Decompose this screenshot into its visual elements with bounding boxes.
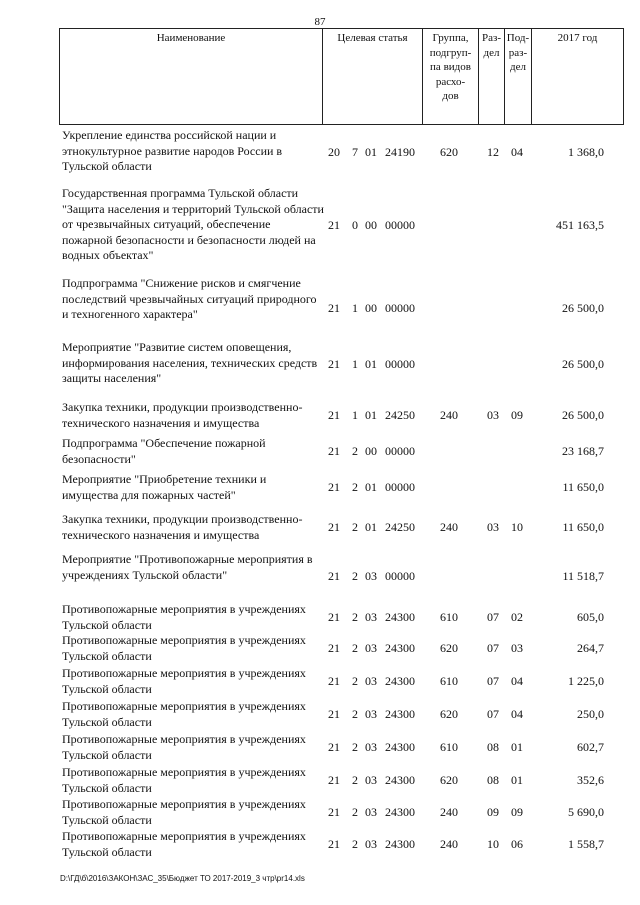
section-code: 03 (487, 408, 499, 422)
row-name: Противопожарные мероприятия в учреждениях Тульской области (62, 765, 306, 795)
target-code-1: 21 (328, 569, 340, 583)
target-code-2: 1 (352, 301, 358, 315)
row-name: Противопожарные мероприятия в учреждениях Тульской области (62, 666, 306, 696)
target-code-3: 03 (365, 837, 377, 851)
target-code-2: 2 (352, 444, 358, 458)
header-year: 2017 год (532, 29, 624, 124)
target-code-4: 00000 (385, 444, 415, 458)
subsection-code: 06 (511, 837, 523, 851)
group-code: 240 (440, 408, 458, 422)
target-code-3: 03 (365, 707, 377, 721)
target-code-2: 2 (352, 674, 358, 688)
target-code-3: 00 (365, 301, 377, 315)
amount-2017: 11 650,0 (562, 520, 604, 534)
table-header (59, 28, 624, 125)
section-code: 08 (487, 740, 499, 754)
target-code-4: 24250 (385, 408, 415, 422)
amount-2017: 264,7 (577, 641, 604, 655)
section-code: 03 (487, 520, 499, 534)
subsection-code: 03 (511, 641, 523, 655)
group-code: 620 (440, 707, 458, 721)
section-code: 07 (487, 641, 499, 655)
target-code-2: 2 (352, 837, 358, 851)
target-code-4: 24300 (385, 805, 415, 819)
group-code: 240 (440, 805, 458, 819)
group-code: 620 (440, 773, 458, 787)
target-code-1: 21 (328, 408, 340, 422)
row-name: Закупка техники, продукции производственно-технического назначения и имущества (62, 400, 303, 430)
target-code-1: 21 (328, 610, 340, 624)
target-code-2: 2 (352, 740, 358, 754)
target-code-2: 0 (352, 218, 358, 232)
target-code-1: 21 (328, 444, 340, 458)
target-code-3: 00 (365, 218, 377, 232)
target-code-1: 21 (328, 805, 340, 819)
header-name: Наименование (60, 29, 323, 124)
amount-2017: 1 558,7 (568, 837, 604, 851)
target-code-4: 00000 (385, 569, 415, 583)
group-code: 240 (440, 520, 458, 534)
target-code-1: 21 (328, 520, 340, 534)
target-code-4: 24300 (385, 707, 415, 721)
amount-2017: 250,0 (577, 707, 604, 721)
target-code-4: 24300 (385, 674, 415, 688)
row-name: Закупка техники, продукции производственно-технического назначения и имущества (62, 512, 303, 542)
target-code-4: 00000 (385, 480, 415, 494)
section-code: 08 (487, 773, 499, 787)
section-code: 07 (487, 610, 499, 624)
group-code: 240 (440, 837, 458, 851)
target-code-2: 1 (352, 357, 358, 371)
amount-2017: 23 168,7 (562, 444, 604, 458)
subsection-code: 01 (511, 740, 523, 754)
subsection-code: 02 (511, 610, 523, 624)
target-code-1: 21 (328, 357, 340, 371)
target-code-4: 00000 (385, 357, 415, 371)
target-code-2: 2 (352, 569, 358, 583)
target-code-2: 1 (352, 408, 358, 422)
target-code-3: 00 (365, 444, 377, 458)
subsection-code: 09 (511, 805, 523, 819)
header-section: Раз- дел (479, 29, 505, 124)
target-code-3: 01 (365, 480, 377, 494)
file-path-footer: D:\ГД\б\2016\ЗАКОН\ЗАС_35\Бюджет ТО 2017-2019_3 чтр\pr14.xls (60, 874, 305, 883)
target-code-4: 24190 (385, 145, 415, 159)
target-code-1: 21 (328, 707, 340, 721)
target-code-1: 20 (328, 145, 340, 159)
target-code-2: 2 (352, 773, 358, 787)
subsection-code: 10 (511, 520, 523, 534)
target-code-4: 00000 (385, 218, 415, 232)
target-code-3: 03 (365, 674, 377, 688)
row-name: Противопожарные мероприятия в учреждениях Тульской области (62, 829, 306, 859)
amount-2017: 5 690,0 (568, 805, 604, 819)
group-code: 610 (440, 610, 458, 624)
target-code-4: 24300 (385, 740, 415, 754)
amount-2017: 26 500,0 (562, 301, 604, 315)
target-code-3: 03 (365, 569, 377, 583)
amount-2017: 11 518,7 (562, 569, 604, 583)
target-code-1: 21 (328, 674, 340, 688)
amount-2017: 26 500,0 (562, 357, 604, 371)
subsection-code: 01 (511, 773, 523, 787)
target-code-2: 2 (352, 805, 358, 819)
row-name: Мероприятие "Противопожарные мероприятия в учреждениях Тульской области" (62, 552, 313, 582)
subsection-code: 04 (511, 145, 523, 159)
section-code: 07 (487, 707, 499, 721)
section-code: 12 (487, 145, 499, 159)
target-code-3: 01 (365, 520, 377, 534)
amount-2017: 451 163,5 (556, 218, 604, 232)
header-group: Группа, подгруп- па видов расхо- дов (423, 29, 479, 124)
target-code-1: 21 (328, 301, 340, 315)
row-name: Мероприятие "Приобретение техники и имущества для пожарных частей" (62, 472, 267, 502)
row-name: Подпрограмма "Снижение рисков и смягчение последствий чрезвычайных ситуаций природного и техногенного характера" (62, 276, 317, 321)
row-name: Противопожарные мероприятия в учреждениях Тульской области (62, 633, 306, 663)
target-code-4: 24300 (385, 773, 415, 787)
group-code: 620 (440, 145, 458, 159)
row-name: Противопожарные мероприятия в учреждениях Тульской области (62, 797, 306, 827)
target-code-4: 24300 (385, 837, 415, 851)
target-code-4: 24250 (385, 520, 415, 534)
row-name: Государственная программа Тульской области "Защита населения и территорий Тульской области от чрезвычайных ситуаций, обеспечение пожарной безопасности и безопасности людей на водных объектах" (62, 186, 324, 262)
amount-2017: 26 500,0 (562, 408, 604, 422)
group-code: 610 (440, 674, 458, 688)
subsection-code: 04 (511, 674, 523, 688)
target-code-2: 2 (352, 610, 358, 624)
header-target: Целевая статья (323, 29, 423, 124)
row-name: Мероприятие "Развитие систем оповещения, информирования населения, технических средств защиты населения" (62, 340, 318, 385)
target-code-1: 21 (328, 218, 340, 232)
page-number: 87 (314, 16, 326, 28)
target-code-1: 21 (328, 740, 340, 754)
target-code-4: 24300 (385, 641, 415, 655)
target-code-1: 21 (328, 480, 340, 494)
target-code-3: 01 (365, 145, 377, 159)
target-code-3: 03 (365, 805, 377, 819)
row-name: Противопожарные мероприятия в учреждениях Тульской области (62, 732, 306, 762)
amount-2017: 1 368,0 (568, 145, 604, 159)
row-name: Противопожарные мероприятия в учреждениях Тульской области (62, 699, 306, 729)
amount-2017: 11 650,0 (562, 480, 604, 494)
target-code-1: 21 (328, 641, 340, 655)
amount-2017: 352,6 (577, 773, 604, 787)
target-code-4: 00000 (385, 301, 415, 315)
section-code: 09 (487, 805, 499, 819)
target-code-3: 01 (365, 357, 377, 371)
group-code: 620 (440, 641, 458, 655)
target-code-1: 21 (328, 773, 340, 787)
target-code-2: 7 (352, 145, 358, 159)
target-code-4: 24300 (385, 610, 415, 624)
subsection-code: 04 (511, 707, 523, 721)
target-code-3: 03 (365, 740, 377, 754)
target-code-3: 03 (365, 610, 377, 624)
row-name: Противопожарные мероприятия в учреждениях Тульской области (62, 602, 306, 632)
target-code-2: 2 (352, 520, 358, 534)
target-code-2: 2 (352, 641, 358, 655)
target-code-2: 2 (352, 707, 358, 721)
amount-2017: 1 225,0 (568, 674, 604, 688)
section-code: 10 (487, 837, 499, 851)
row-name: Укрепление единства российской нации и этнокультурное развитие народов России в Тульской области (62, 128, 283, 173)
header-subsection: Под- раз- дел (505, 29, 532, 124)
group-code: 610 (440, 740, 458, 754)
amount-2017: 605,0 (577, 610, 604, 624)
target-code-2: 2 (352, 480, 358, 494)
target-code-3: 01 (365, 408, 377, 422)
amount-2017: 602,7 (577, 740, 604, 754)
section-code: 07 (487, 674, 499, 688)
target-code-3: 03 (365, 773, 377, 787)
row-name: Подпрограмма "Обеспечение пожарной безопасности" (62, 436, 266, 466)
target-code-3: 03 (365, 641, 377, 655)
target-code-1: 21 (328, 837, 340, 851)
subsection-code: 09 (511, 408, 523, 422)
